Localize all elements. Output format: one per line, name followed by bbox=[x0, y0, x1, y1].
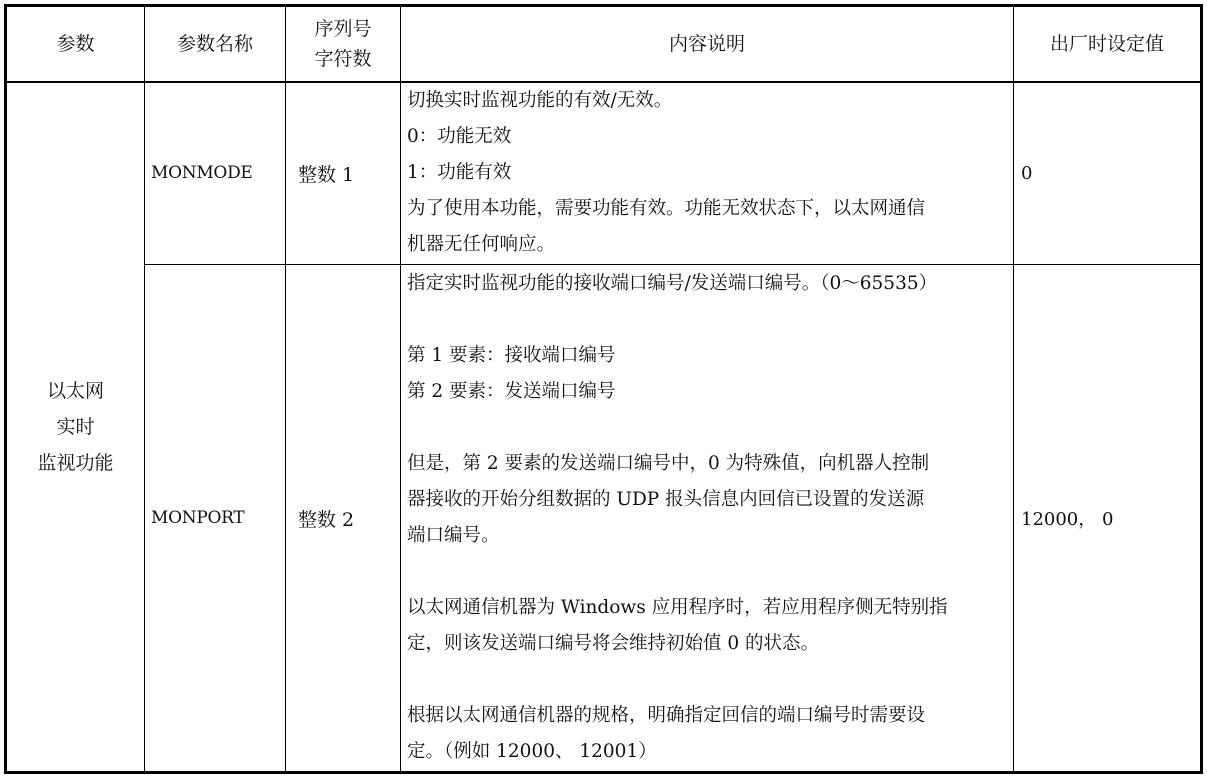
header-count bbox=[286, 6, 401, 82]
table-row bbox=[6, 265, 1202, 773]
default-value: 0 bbox=[1014, 82, 1202, 265]
description-line: 切换实时监视功能的有效/无效。 bbox=[407, 90, 673, 112]
description-spacer bbox=[407, 554, 1007, 590]
header-description: 内容说明 bbox=[401, 6, 1014, 82]
group-label-line2: 实时 bbox=[56, 415, 95, 438]
description-spacer bbox=[407, 410, 1007, 446]
description-spacer bbox=[407, 302, 1007, 338]
description-spacer bbox=[407, 662, 1007, 698]
header-param: 参数 bbox=[6, 6, 145, 82]
group-label-line1: 以太网 bbox=[46, 379, 104, 402]
description-line: 器接收的开始分组数据的 UDP 报头信息内回信已设置的发送源 bbox=[407, 489, 925, 510]
description-line: 机器无任何响应。 bbox=[407, 234, 556, 256]
description-line: 0：功能无效 bbox=[407, 126, 512, 148]
header-row bbox=[6, 6, 1202, 82]
description-line: 以太网通信机器为 Windows 应用程序时，若应用程序侧无特别指 bbox=[407, 597, 948, 618]
description-line: 为了使用本功能，需要功能有效。功能无效状态下，以太网通信 bbox=[407, 198, 926, 220]
description-line: 但是，第 2 要素的发送端口编号中，0 为特殊值，向机器人控制 bbox=[407, 453, 930, 474]
param-count: 整数 1 bbox=[286, 82, 401, 265]
header-count-line2: 字符数 bbox=[314, 47, 372, 70]
table-row bbox=[6, 82, 1202, 265]
header-param-name: 参数名称 bbox=[145, 6, 286, 82]
parameter-table bbox=[4, 4, 1203, 774]
header-count-line1: 序列号 bbox=[314, 17, 372, 40]
param-description bbox=[401, 265, 1014, 773]
description-line: 定。（例如 12000、 12001） bbox=[407, 741, 657, 762]
param-name: MONPORT bbox=[145, 265, 286, 773]
param-description bbox=[401, 82, 1014, 265]
default-value: 12000， 0 bbox=[1014, 265, 1202, 773]
description-line: 指定实时监视功能的接收端口编号/发送端口编号。（0～65535） bbox=[407, 273, 938, 294]
description-line: 1：功能有效 bbox=[407, 162, 512, 184]
description-line: 定，则该发送端口编号将会维持初始值 0 的状态。 bbox=[407, 633, 820, 654]
group-label-line3: 监视功能 bbox=[37, 451, 114, 474]
header-default-value: 出厂时设定值 bbox=[1014, 6, 1202, 82]
description-line: 第 2 要素：发送端口编号 bbox=[407, 381, 616, 402]
param-name: MONMODE bbox=[145, 82, 286, 265]
document-page bbox=[4, 4, 1200, 771]
description-line: 第 1 要素：接收端口编号 bbox=[407, 345, 616, 366]
description-line: 根据以太网通信机器的规格，明确指定回信的端口编号时需要设 bbox=[407, 705, 926, 726]
description-line: 端口编号。 bbox=[407, 525, 500, 546]
param-count: 整数 2 bbox=[286, 265, 401, 773]
group-cell bbox=[6, 82, 145, 773]
